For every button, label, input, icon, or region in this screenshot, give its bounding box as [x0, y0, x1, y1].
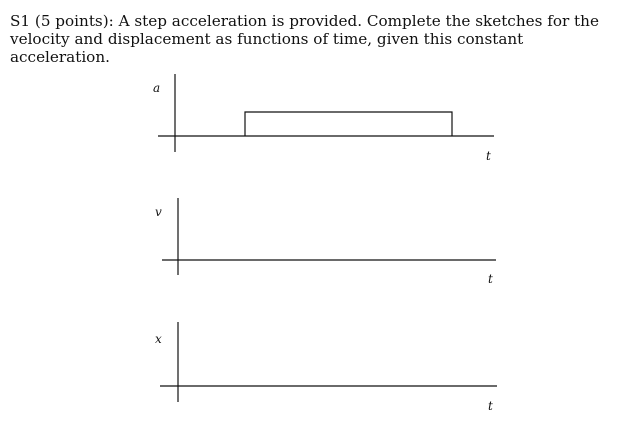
- velocity-x-label: t: [488, 272, 493, 286]
- acceleration-x-label: t: [486, 149, 491, 163]
- velocity-graph: [155, 198, 496, 286]
- velocity-y-label: v: [155, 205, 162, 219]
- question-text: S1 (5 points): A step acceleration is provided. Complete the sketches for the velocity and displacement as functions of time, given this constant acceleration.: [10, 12, 599, 66]
- acceleration-graph: [153, 74, 494, 163]
- displacement-x-label: t: [488, 399, 493, 413]
- displacement-graph: [155, 322, 497, 413]
- acceleration-step-pulse: [245, 112, 452, 136]
- displacement-y-label: x: [155, 332, 162, 346]
- acceleration-y-label: a: [153, 81, 161, 95]
